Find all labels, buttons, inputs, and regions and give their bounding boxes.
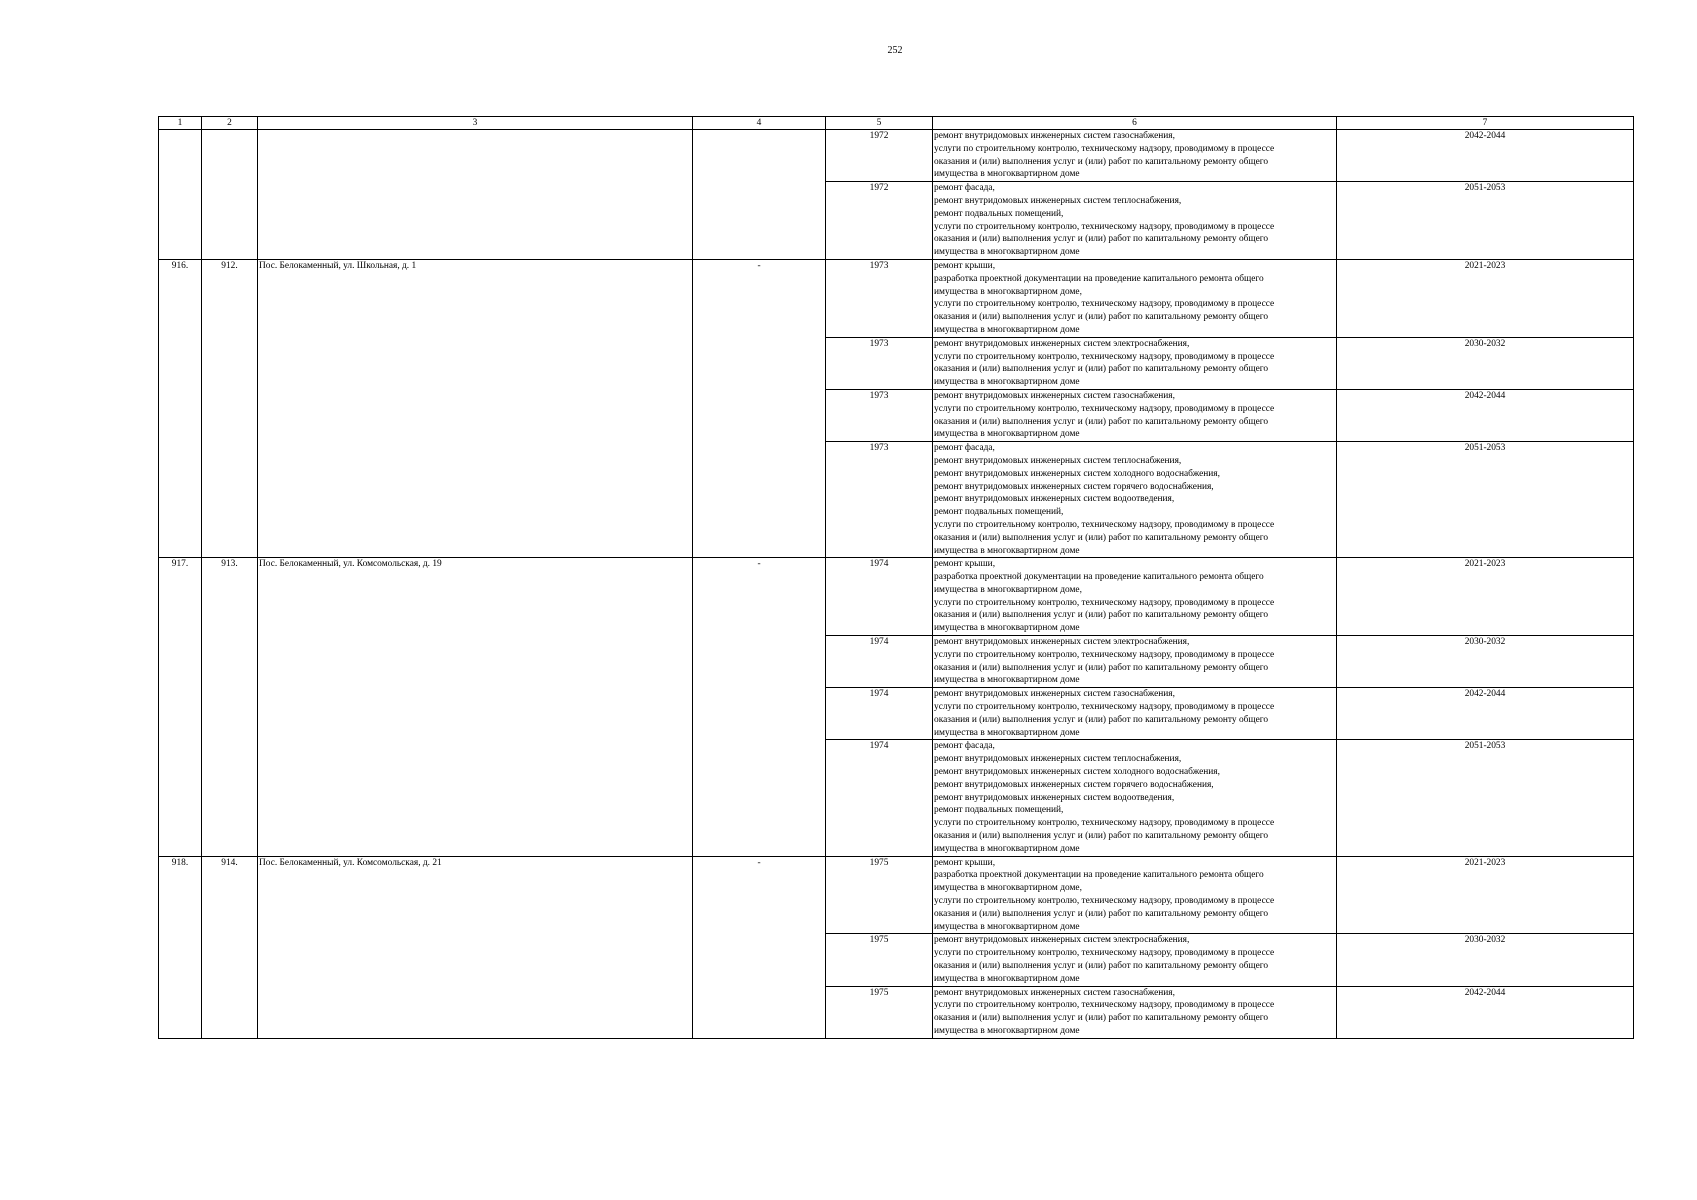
work-line: ремонт крыши,	[934, 260, 996, 271]
work-line: имущества в многоквартирном доме	[934, 429, 1080, 440]
works-cell	[933, 259, 1337, 337]
work-line: услуги по строительному контролю, техническому надзору, проводимому в процессе	[934, 221, 1275, 232]
work-line: ремонт внутридомовых инженерных систем холодного водоснабжения,	[934, 468, 1220, 479]
work-line: ремонт внутридомовых инженерных систем водоотведения,	[934, 792, 1175, 803]
work-line: ремонт внутридомовых инженерных систем электроснабжения,	[934, 637, 1190, 648]
work-line: услуги по строительному контролю, техническому надзору, проводимому в процессе	[934, 351, 1275, 362]
work-line: имущества в многоквартирном доме	[934, 921, 1080, 932]
house-id-cell: 912.	[202, 259, 258, 557]
works-cell	[933, 856, 1337, 934]
period-cell: 2051-2053	[1337, 740, 1634, 856]
work-line: оказания и (или) выполнения услуг и (или) работ по капитальному ремонту общего	[934, 312, 1269, 323]
work-line: имущества в многоквартирном доме	[934, 377, 1080, 388]
year-cell: 1972	[826, 182, 933, 260]
work-line: имущества в многоквартирном доме	[934, 324, 1080, 335]
column-header: 7	[1337, 117, 1634, 130]
works-cell	[933, 688, 1337, 740]
address-cell: Пос. Белокаменный, ул. Комсомольская, д. 19	[258, 558, 693, 856]
year-cell: 1973	[826, 259, 933, 337]
work-line: оказания и (или) выполнения услуг и (или) работ по капитальному ремонту общего	[934, 364, 1269, 375]
period-cell: 2021-2023	[1337, 856, 1634, 934]
work-line: имущества в многоквартирном доме	[934, 843, 1080, 854]
works-cell	[933, 442, 1337, 558]
period-cell: 2051-2053	[1337, 182, 1634, 260]
work-line: оказания и (или) выполнения услуг и (или) работ по капитальному ремонту общего	[934, 662, 1269, 673]
address-cell: Пос. Белокаменный, ул. Школьная, д. 1	[258, 259, 693, 557]
house-number-cell: 916.	[159, 259, 202, 557]
works-cell	[933, 740, 1337, 856]
works-cell	[933, 389, 1337, 441]
year-cell: 1975	[826, 856, 933, 934]
year-cell: 1974	[826, 740, 933, 856]
work-line: ремонт подвальных помещений,	[934, 805, 1064, 816]
column-4-cell: -	[693, 259, 826, 557]
work-line: ремонт внутридомовых инженерных систем горячего водоснабжения,	[934, 779, 1214, 790]
year-cell: 1974	[826, 636, 933, 688]
work-line: оказания и (или) выполнения услуг и (или) работ по капитальному ремонту общего	[934, 908, 1269, 919]
column-header: 1	[159, 117, 202, 130]
column-header: 2	[202, 117, 258, 130]
work-line: ремонт внутридомовых инженерных систем газоснабжения,	[934, 689, 1175, 700]
work-line: разработка проектной документации на проведение капитального ремонта общего	[934, 870, 1264, 881]
work-line: услуги по строительному контролю, техническому надзору, проводимому в процессе	[934, 896, 1275, 907]
work-line: имущества в многоквартирном доме	[934, 727, 1080, 738]
work-line: ремонт внутридомовых инженерных систем газоснабжения,	[934, 131, 1175, 141]
house-number-cell: 917.	[159, 558, 202, 856]
work-line: ремонт внутридомовых инженерных систем газоснабжения,	[934, 390, 1175, 401]
work-line: услуги по строительному контролю, техническому надзору, проводимому в процессе	[934, 299, 1275, 310]
works-cell	[933, 130, 1337, 182]
work-line: ремонт фасада,	[934, 183, 995, 194]
works-cell	[933, 636, 1337, 688]
work-line: ремонт внутридомовых инженерных систем электроснабжения,	[934, 935, 1190, 946]
works-cell	[933, 986, 1337, 1038]
work-line: оказания и (или) выполнения услуг и (или) работ по капитальному ремонту общего	[934, 234, 1269, 245]
works-cell	[933, 934, 1337, 986]
table-row	[159, 558, 1634, 636]
work-line: услуги по строительному контролю, техническому надзору, проводимому в процессе	[934, 948, 1275, 959]
year-cell: 1973	[826, 337, 933, 389]
works-cell	[933, 558, 1337, 636]
period-cell: 2030-2032	[1337, 934, 1634, 986]
work-line: ремонт внутридомовых инженерных систем электроснабжения,	[934, 338, 1190, 349]
works-cell	[933, 337, 1337, 389]
work-line: ремонт внутридомовых инженерных систем теплоснабжения,	[934, 754, 1182, 765]
house-id-cell: 914.	[202, 856, 258, 1038]
period-cell: 2042-2044	[1337, 986, 1634, 1038]
work-line: услуги по строительному контролю, техническому надзору, проводимому в процессе	[934, 702, 1275, 713]
period-cell: 2021-2023	[1337, 259, 1634, 337]
column-4-cell: -	[693, 558, 826, 856]
work-line: ремонт фасада,	[934, 443, 995, 454]
work-line: услуги по строительному контролю, техническому надзору, проводимому в процессе	[934, 597, 1275, 608]
period-cell: 2021-2023	[1337, 558, 1634, 636]
work-line: услуги по строительному контролю, техническому надзору, проводимому в процессе	[934, 143, 1275, 154]
address-cell	[258, 130, 693, 260]
column-number-header-row	[159, 117, 1634, 130]
work-line: оказания и (или) выполнения услуг и (или) работ по капитальному ремонту общего	[934, 156, 1269, 167]
year-cell: 1975	[826, 934, 933, 986]
year-cell: 1975	[826, 986, 933, 1038]
work-line: ремонт внутридомовых инженерных систем водоотведения,	[934, 494, 1175, 505]
work-line: услуги по строительному контролю, техническому надзору, проводимому в процессе	[934, 818, 1275, 829]
table-row	[159, 130, 1634, 182]
work-line: имущества в многоквартирном доме	[934, 973, 1080, 984]
work-line: ремонт крыши,	[934, 559, 996, 570]
table-row	[159, 259, 1634, 337]
address-cell: Пос. Белокаменный, ул. Комсомольская, д. 21	[258, 856, 693, 1038]
work-line: ремонт подвальных помещений,	[934, 208, 1064, 219]
capital-repair-table	[158, 116, 1634, 1039]
work-line: оказания и (или) выполнения услуг и (или) работ по капитальному ремонту общего	[934, 961, 1269, 971]
year-cell: 1973	[826, 389, 933, 441]
work-line: разработка проектной документации на проведение капитального ремонта общего	[934, 273, 1264, 284]
work-line: ремонт внутридомовых инженерных систем горячего водоснабжения,	[934, 481, 1214, 492]
work-line: оказания и (или) выполнения услуг и (или) работ по капитальному ремонту общего	[934, 532, 1269, 543]
period-cell: 2042-2044	[1337, 688, 1634, 740]
work-line: ремонт подвальных помещений,	[934, 507, 1064, 518]
house-id-cell: 913.	[202, 558, 258, 856]
work-line: оказания и (или) выполнения услуг и (или) работ по капитальному ремонту общего	[934, 714, 1269, 725]
work-line: ремонт фасада,	[934, 741, 995, 752]
column-4-cell	[693, 130, 826, 260]
house-id-cell	[202, 130, 258, 260]
work-line: имущества в многоквартирном доме,	[934, 584, 1082, 595]
work-line: имущества в многоквартирном доме,	[934, 286, 1082, 297]
period-cell: 2030-2032	[1337, 636, 1634, 688]
work-line: имущества в многоквартирном доме	[934, 1025, 1080, 1036]
period-cell: 2030-2032	[1337, 337, 1634, 389]
work-line: услуги по строительному контролю, техническому надзору, проводимому в процессе	[934, 1000, 1275, 1011]
page-number: 252	[887, 45, 903, 56]
house-number-cell	[159, 130, 202, 260]
work-line: имущества в многоквартирном доме	[934, 545, 1080, 556]
work-line: имущества в многоквартирном доме	[934, 623, 1080, 634]
column-header: 5	[826, 117, 933, 130]
year-cell: 1972	[826, 130, 933, 182]
column-header: 6	[933, 117, 1337, 130]
year-cell: 1974	[826, 688, 933, 740]
house-number-cell: 918.	[159, 856, 202, 1038]
table-row	[159, 856, 1634, 934]
work-line: имущества в многоквартирном доме,	[934, 883, 1082, 894]
work-line: разработка проектной документации на проведение капитального ремонта общего	[934, 572, 1264, 583]
work-line: оказания и (или) выполнения услуг и (или) работ по капитальному ремонту общего	[934, 831, 1269, 842]
work-line: ремонт внутридомовых инженерных систем холодного водоснабжения,	[934, 767, 1220, 778]
work-line: услуги по строительному контролю, техническому надзору, проводимому в процессе	[934, 403, 1275, 414]
column-header: 4	[693, 117, 826, 130]
work-line: ремонт внутридомовых инженерных систем теплоснабжения,	[934, 455, 1182, 466]
year-cell: 1974	[826, 558, 933, 636]
work-line: оказания и (или) выполнения услуг и (или) работ по капитальному ремонту общего	[934, 610, 1269, 621]
period-cell: 2042-2044	[1337, 389, 1634, 441]
work-line: имущества в многоквартирном доме	[934, 247, 1080, 258]
work-line: имущества в многоквартирном доме	[934, 169, 1080, 180]
period-cell: 2042-2044	[1337, 130, 1634, 182]
period-cell: 2051-2053	[1337, 442, 1634, 558]
work-line: имущества в многоквартирном доме	[934, 675, 1080, 686]
column-header: 3	[258, 117, 693, 130]
table-body	[159, 130, 1634, 1039]
work-line: ремонт внутридомовых инженерных систем теплоснабжения,	[934, 195, 1182, 206]
work-line: услуги по строительному контролю, техническому надзору, проводимому в процессе	[934, 649, 1275, 660]
work-line: услуги по строительному контролю, техническому надзору, проводимому в процессе	[934, 519, 1275, 530]
work-line: оказания и (или) выполнения услуг и (или) работ по капитальному ремонту общего	[934, 1013, 1269, 1024]
work-line: ремонт внутридомовых инженерных систем газоснабжения,	[934, 987, 1175, 998]
work-line: ремонт крыши,	[934, 857, 996, 868]
works-cell	[933, 182, 1337, 260]
column-4-cell: -	[693, 856, 826, 1038]
year-cell: 1973	[826, 442, 933, 558]
work-line: оказания и (или) выполнения услуг и (или) работ по капитальному ремонту общего	[934, 416, 1269, 427]
